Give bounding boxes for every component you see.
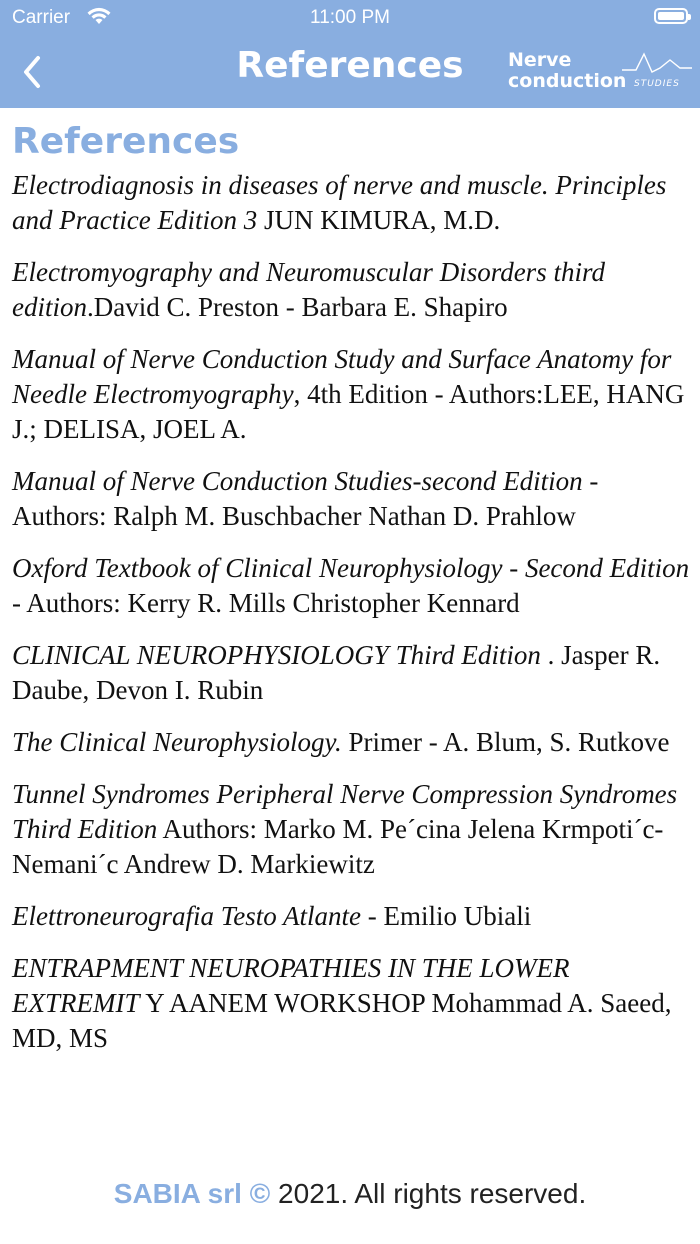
reference-item — [12, 951, 692, 1056]
logo-line-2: conduction — [508, 70, 627, 92]
reference-title: Oxford Textbook of Clinical Neurophysiology - Second Edition — [12, 553, 690, 583]
reference-item — [12, 551, 692, 621]
reference-item — [12, 255, 692, 325]
reference-item — [12, 777, 692, 882]
reference-authors: Authors: Marko M. Pe´cina Jelena Krmpoti´c-Nemani´c Andrew D. Markiewitz — [12, 814, 664, 879]
footer-copyright: 2021. All rights reserved. — [270, 1178, 587, 1209]
reference-authors: JUN KIMURA, M.D. — [257, 205, 501, 235]
page-title: References — [12, 121, 240, 162]
reference-authors: .David C. Preston - Barbara E. Shapiro — [87, 292, 508, 322]
navigation-bar — [0, 0, 700, 108]
reference-item — [12, 725, 692, 760]
footer-brand: SABIA srl © — [113, 1178, 271, 1209]
reference-item — [12, 638, 692, 708]
reference-authors: Y AANEM WORKSHOP Mohammad A. Saeed, MD, MS — [12, 988, 672, 1053]
reference-item — [12, 464, 692, 534]
reference-authors: - Authors: Ralph M. Buschbacher Nathan D. Prahlow — [12, 466, 599, 531]
reference-title: The Clinical Neurophysiology. — [12, 727, 342, 757]
references-content — [12, 108, 692, 1073]
reference-authors: , 4th Edition - Authors:LEE, HANG J.; DELISA, JOEL A. — [12, 379, 685, 444]
carrier-label: Carrier — [12, 7, 71, 28]
logo-line-3: STUDIES — [634, 79, 680, 89]
footer — [0, 1178, 700, 1210]
reference-authors: - Emilio Ubiali — [361, 901, 532, 931]
reference-title: Tunnel Syndromes Peripheral Nerve Compression Syndromes Third Edition — [12, 779, 678, 844]
app-logo — [508, 50, 688, 94]
reference-title: Electrodiagnosis in diseases of nerve and muscle. Principles and Practice Edition 3 — [12, 170, 667, 235]
reference-item — [12, 342, 692, 447]
reference-authors: - Authors: Kerry R. Mills Christopher Kennard — [12, 588, 520, 618]
reference-title: Elettroneurografia Testo Atlante — [12, 901, 362, 931]
clock: 11:00 PM — [310, 7, 390, 28]
reference-title: Manual of Nerve Conduction Studies-second Edition — [12, 466, 583, 496]
status-bar — [0, 0, 700, 36]
nav-title: References — [236, 45, 464, 86]
reference-item — [12, 168, 692, 238]
battery-icon — [654, 8, 688, 24]
reference-title: Manual of Nerve Conduction Study and Surface Anatomy for Needle Electromyography — [12, 344, 672, 409]
reference-title: CLINICAL NEUROPHYSIOLOGY Third Edition — [12, 640, 541, 670]
reference-authors: . Jasper R. Daube, Devon I. Rubin — [12, 640, 661, 705]
reference-item — [12, 899, 692, 934]
waveform-icon — [622, 46, 692, 76]
logo-line-1: Nerve — [508, 49, 572, 71]
reference-title: Electromyography and Neuromuscular Disorders third edition — [12, 257, 605, 322]
reference-title: ENTRAPMENT NEUROPATHIES IN THE LOWER EXTREMIT — [12, 953, 570, 1018]
reference-authors: Primer - A. Blum, S. Rutkove — [341, 727, 670, 757]
